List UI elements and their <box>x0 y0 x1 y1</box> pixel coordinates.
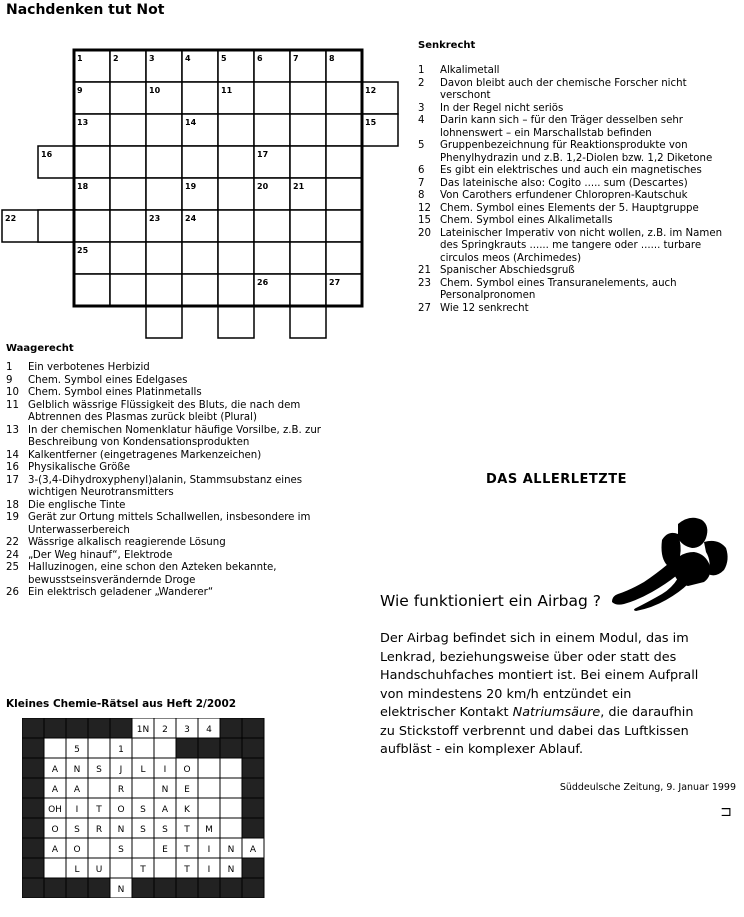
previous-grid-cell <box>44 878 66 898</box>
crossword-cell <box>146 242 182 274</box>
previous-grid-letter: O <box>73 845 81 855</box>
page-title: Nachdenken tut Not <box>6 2 165 18</box>
previous-grid-cell <box>176 738 198 758</box>
previous-grid-letter: N <box>161 785 169 795</box>
previous-grid-cell <box>198 798 220 818</box>
senkrecht-clue <box>418 78 736 103</box>
previous-grid-letter: M <box>205 825 213 835</box>
clue-number: 23 <box>418 277 431 289</box>
previous-grid-letter: A <box>51 765 59 775</box>
previous-grid-letter: L <box>74 865 80 875</box>
clue-text: Alkalimetall <box>440 65 500 76</box>
previous-grid-cell <box>242 718 264 738</box>
previous-grid-cell <box>132 838 154 858</box>
clue-text: Spanischer Abschiedsgruß <box>440 265 575 276</box>
crossword-cell <box>74 210 110 242</box>
crossword-cell <box>290 242 326 274</box>
crossword-number: 5 <box>221 54 227 63</box>
crossword-cell <box>182 82 218 114</box>
previous-grid-letter: N <box>117 885 125 895</box>
crossword-cell <box>290 114 326 146</box>
crossword-number: 18 <box>77 182 89 191</box>
previous-grid-cell <box>242 818 264 838</box>
previous-grid-letter: 1N <box>136 725 150 735</box>
crossword-number: 1 <box>77 54 83 63</box>
previous-grid-cell <box>198 758 220 778</box>
crossword-number: 19 <box>185 182 197 191</box>
waagerecht-clue <box>6 462 351 475</box>
clue-text: Lateinischer Imperativ von nicht wollen, z.B. im Namen des Springkrauts ...... me tangere oder ...... turbare circulos meos (Archimedes) <box>440 227 723 264</box>
previous-grid-cell <box>88 718 110 738</box>
previous-grid-cell <box>242 738 264 758</box>
crossword-cell <box>38 210 74 242</box>
previous-grid-cell <box>22 778 44 798</box>
crossword-cell <box>146 178 182 210</box>
senkrecht-clue <box>418 278 736 303</box>
airbag-question: Wie funktioniert ein Airbag ? <box>380 592 601 610</box>
clue-number: 8 <box>418 190 425 201</box>
senkrecht-clue <box>418 115 736 140</box>
senkrecht-clue <box>418 140 736 165</box>
previous-grid-cell <box>198 878 220 898</box>
previous-grid-letter: T <box>140 865 146 875</box>
previous-grid-cell <box>110 718 132 738</box>
crossword-number: 10 <box>149 86 161 95</box>
previous-grid-letter: S <box>118 845 124 855</box>
previous-grid-letter: S <box>162 825 168 835</box>
waagerecht-clue-list <box>6 362 351 600</box>
previous-grid-letter: 2 <box>162 725 168 735</box>
senkrecht-heading: Senkrecht <box>418 40 476 51</box>
crossword-cell <box>110 146 146 178</box>
clue-text: 3-(3,4-Dihydroxyphenyl)alanin, Stammsubstanz eines wichtigen Neurotransmitters <box>28 474 303 498</box>
clue-text: Ein elektrisch geladener „Wanderer“ <box>28 587 214 598</box>
crossword-cell <box>326 210 362 242</box>
previous-grid-cell <box>88 878 110 898</box>
crossword-number: 21 <box>293 182 305 191</box>
clue-number: 21 <box>418 265 431 276</box>
previous-grid-letter: N <box>73 765 81 775</box>
crossword-cell <box>182 146 218 178</box>
previous-grid-letter: O <box>183 765 191 775</box>
clue-number: 25 <box>6 562 19 573</box>
previous-grid-letter: A <box>51 785 59 795</box>
crossword-cell <box>290 82 326 114</box>
senkrecht-clue <box>418 303 736 316</box>
crossword-grid <box>0 44 400 340</box>
crossword-cell <box>110 178 146 210</box>
previous-grid-cell <box>22 818 44 838</box>
previous-grid-letter: A <box>249 845 257 855</box>
senkrecht-section <box>418 40 736 315</box>
crossword-cell <box>218 114 254 146</box>
previous-grid-cell <box>132 878 154 898</box>
crossword-cell <box>146 274 182 306</box>
previous-grid-letter: L <box>140 765 146 775</box>
crossword-cell <box>110 242 146 274</box>
crossword-number: 2 <box>113 54 119 63</box>
clue-number: 20 <box>418 227 431 239</box>
previous-grid-letter: OH <box>48 805 62 815</box>
crossword-cell <box>218 274 254 306</box>
previous-grid-letter: 1 <box>118 745 124 755</box>
previous-grid-letter: I <box>207 865 211 875</box>
crossword-number: 20 <box>257 182 269 191</box>
crossword-cell <box>254 114 290 146</box>
senkrecht-clue <box>418 203 736 216</box>
waagerecht-clue <box>6 425 351 450</box>
airbag-body <box>380 630 710 760</box>
clue-text: Darin kann sich – für den Träger desselben sehr lohnenswert – ein Marschallstab befinden <box>440 115 683 139</box>
clue-number: 27 <box>418 302 431 314</box>
crossword-number: 3 <box>149 54 155 63</box>
airbag-heading: DAS ALLERLETZTE <box>486 472 627 487</box>
clue-number: 22 <box>6 537 19 548</box>
crossword-number: 12 <box>365 86 377 95</box>
previous-grid-letter: O <box>117 805 125 815</box>
clue-text: Chem. Symbol eines Platinmetalls <box>28 387 202 398</box>
senkrecht-clue <box>418 178 736 191</box>
clue-number: 26 <box>6 587 19 598</box>
clue-number: 3 <box>418 102 425 114</box>
clue-text: Wässrige alkalisch reagierende Lösung <box>28 537 226 548</box>
previous-grid-cell <box>242 798 264 818</box>
clue-text: Von Carothers erfundener Chloropren-Kautschuk <box>440 190 688 201</box>
crossword-number: 22 <box>5 214 17 223</box>
clue-text: „Der Weg hinauf“, Elektrode <box>28 549 173 561</box>
crossword-number: 17 <box>257 150 269 159</box>
crossword-cell <box>290 274 326 306</box>
clue-number: 16 <box>6 462 19 473</box>
clue-number: 15 <box>418 215 431 226</box>
waagerecht-clue <box>6 550 351 563</box>
clue-text: Chem. Symbol eines Transuranelements, auch Personalpronomen <box>440 277 677 301</box>
previous-grid-letter: R <box>95 825 103 835</box>
crossword-cell <box>146 114 182 146</box>
crossword-cell <box>146 306 182 338</box>
crossword-number: 9 <box>77 86 83 95</box>
crossword-number: 14 <box>185 118 197 127</box>
clue-text: Chem. Symbol eines Alkalimetalls <box>440 215 613 226</box>
previous-grid-letter: N <box>227 865 235 875</box>
waagerecht-clue <box>6 587 351 600</box>
clue-number: 10 <box>6 387 19 398</box>
crossword-number: 6 <box>257 54 263 63</box>
previous-grid-cell <box>220 778 242 798</box>
senkrecht-clue <box>418 215 736 228</box>
crossword-cell <box>290 210 326 242</box>
previous-grid-letter: T <box>96 805 102 815</box>
previous-grid-letter: T <box>184 825 190 835</box>
person-silhouette-icon <box>608 512 734 612</box>
airbag-source: Süddeulsche Zeitung, 9. Januar 1999 <box>559 782 736 793</box>
clue-number: 2 <box>418 77 425 89</box>
previous-grid-letter: A <box>51 845 59 855</box>
previous-grid-cell <box>22 858 44 878</box>
waagerecht-section <box>6 343 351 600</box>
crossword-svg <box>0 44 400 340</box>
senkrecht-clue <box>418 65 736 78</box>
previous-grid-letter: K <box>184 805 190 815</box>
previous-grid-letter: R <box>117 785 125 795</box>
crossword-number: 26 <box>257 278 269 287</box>
waagerecht-heading: Waagerecht <box>6 343 74 354</box>
previous-grid-letter: S <box>140 805 146 815</box>
clue-text: Davon bleibt auch der chemische Forscher nicht verschont <box>440 77 687 101</box>
clue-number: 6 <box>418 165 425 176</box>
previous-grid-cell <box>198 738 220 758</box>
waagerecht-clue <box>6 387 351 400</box>
clue-text: Chem. Symbol eines Edelgases <box>28 374 188 386</box>
clue-text: In der chemischen Nomenklatur häufige Vorsilbe, z.B. zur Beschreibung von Kondensationsprodukten <box>28 424 321 448</box>
crossword-cell <box>218 146 254 178</box>
previous-grid-cell <box>154 738 176 758</box>
previous-grid-letter: T <box>184 865 190 875</box>
clue-number: 9 <box>6 374 13 386</box>
waagerecht-clue <box>6 450 351 463</box>
previous-grid-cell <box>154 858 176 878</box>
crossword-cell <box>74 274 110 306</box>
clue-text: Ein verbotenes Herbizid <box>28 362 150 373</box>
senkrecht-clue-list <box>418 65 736 315</box>
previous-grid-letter: 4 <box>206 725 212 735</box>
crossword-number: 15 <box>365 118 377 127</box>
previous-grid-cell <box>22 718 44 738</box>
senkrecht-clue <box>418 228 736 266</box>
waagerecht-clue <box>6 475 351 500</box>
previous-grid-cell <box>22 798 44 818</box>
previous-grid-cell <box>242 758 264 778</box>
crossword-number: 11 <box>221 86 233 95</box>
crossword-number: 7 <box>293 54 299 63</box>
waagerecht-clue <box>6 537 351 550</box>
crossword-number: 8 <box>329 54 335 63</box>
previous-grid-letter: E <box>184 785 190 795</box>
previous-grid-letter: 3 <box>184 725 190 735</box>
crossword-cell <box>218 306 254 338</box>
waagerecht-clue <box>6 362 351 375</box>
crossword-cell <box>146 146 182 178</box>
previous-grid-letter: I <box>163 765 167 775</box>
airbag-body-italic: Natriumsäure <box>512 705 601 720</box>
previous-grid-cell <box>22 878 44 898</box>
crossword-number: 16 <box>41 150 53 159</box>
crossword-cell <box>254 210 290 242</box>
clue-text: Gerät zur Ortung mittels Schallwellen, insbesondere im Unterwasserbereich <box>28 512 311 536</box>
crossword-cell <box>290 146 326 178</box>
crossword-cell <box>254 82 290 114</box>
crossword-number: 25 <box>77 246 89 255</box>
waagerecht-clue <box>6 500 351 513</box>
clue-number: 1 <box>418 65 425 76</box>
waagerecht-clue <box>6 375 351 388</box>
clue-number: 24 <box>6 549 19 561</box>
clue-text: Gelblich wässrige Flüssigkeit des Bluts, die nach dem Abtrennen des Plasmas zurück bleibt (Plural) <box>28 399 301 423</box>
previous-grid-cell <box>44 858 66 878</box>
clue-number: 5 <box>418 140 425 151</box>
crossword-cell <box>182 274 218 306</box>
clue-number: 14 <box>6 449 19 461</box>
crossword-cell <box>254 242 290 274</box>
previous-grid-cell <box>198 778 220 798</box>
previous-grid-cell <box>220 798 242 818</box>
crossword-cell <box>218 178 254 210</box>
previous-grid-cell <box>220 738 242 758</box>
previous-grid-cell <box>220 758 242 778</box>
waagerecht-clue <box>6 512 351 537</box>
crossword-cell <box>110 114 146 146</box>
airbag-body-part1: Der Airbag befindet sich in einem Modul, das im Lenkrad, beziehungsweise über oder statt des Handschuhfaches montiert ist. Bei einem Aufprall von mindestens 20 km/h entzündet ein elektrischer Kontakt <box>380 631 699 720</box>
airbag-body-part2: , die daraufhin zu Stickstoff verbrennt und dabei das Luftkissen aufbläst - ein komplexer Ablauf. <box>380 705 694 757</box>
clue-number: 13 <box>6 424 19 436</box>
waagerecht-clue <box>6 400 351 425</box>
clue-text: Kalkentferner (eingetragenes Markenzeichen) <box>28 449 262 461</box>
clue-number: 4 <box>418 115 425 126</box>
previous-grid-letter: T <box>184 845 190 855</box>
clue-number: 12 <box>418 202 431 214</box>
clue-number: 1 <box>6 362 13 373</box>
previous-grid-letter: O <box>51 825 59 835</box>
crossword-number: 13 <box>77 118 89 127</box>
clue-text: Das lateinische also: Cogito ..... sum (Descartes) <box>440 177 688 189</box>
previous-grid-letter: A <box>161 805 169 815</box>
previous-grid-cell <box>176 878 198 898</box>
crossword-cell <box>326 146 362 178</box>
previous-grid-letter: N <box>227 845 235 855</box>
previous-grid-letter: 5 <box>74 745 80 755</box>
previous-grid-cell <box>22 838 44 858</box>
previous-grid-letter: E <box>162 845 168 855</box>
crossword-number: 4 <box>185 54 191 63</box>
senkrecht-clue <box>418 190 736 203</box>
crossword-cell <box>290 306 326 338</box>
previous-grid-cell <box>220 718 242 738</box>
crossword-cell <box>218 242 254 274</box>
clue-text: Gruppenbezeichnung für Reaktionsprodukte von Phenylhydrazin und z.B. 1,2-Diolen bzw. 1,2 Diketone <box>440 140 713 164</box>
previous-grid-cell <box>88 738 110 758</box>
previous-grid-letter: J <box>119 765 123 775</box>
previous-grid-letter: S <box>96 765 102 775</box>
clue-number: 7 <box>418 177 425 189</box>
previous-grid-cell <box>88 838 110 858</box>
crossword-number: 27 <box>329 278 341 287</box>
senkrecht-clue <box>418 265 736 278</box>
crossword-cell <box>326 82 362 114</box>
crossword-cell <box>326 178 362 210</box>
previous-grid-letter: A <box>73 785 81 795</box>
crossword-cell <box>74 146 110 178</box>
previous-grid-cell <box>66 718 88 738</box>
previous-grid-letter: I <box>207 845 211 855</box>
crossword-cell <box>182 242 218 274</box>
crossword-cell <box>110 274 146 306</box>
previous-grid-cell <box>132 738 154 758</box>
previous-grid-letter: S <box>74 825 80 835</box>
previous-grid-letter: I <box>75 805 79 815</box>
clue-text: Halluzinogen, eine schon den Azteken bekannte, bewusstseinsverändernde Droge <box>28 562 277 586</box>
previous-grid-cell <box>66 878 88 898</box>
previous-puzzle-title: Kleines Chemie-Rätsel aus Heft 2/2002 <box>6 698 237 710</box>
previous-grid-cell <box>88 778 110 798</box>
crossword-cell <box>110 82 146 114</box>
crossword-cell <box>326 114 362 146</box>
corner-mark: ⊐ <box>720 804 732 820</box>
previous-grid-cell <box>22 758 44 778</box>
previous-grid-cell <box>44 718 66 738</box>
clue-text: Wie 12 senkrecht <box>440 302 529 314</box>
waagerecht-clue <box>6 562 351 587</box>
previous-grid-letter: S <box>140 825 146 835</box>
clue-text: Es gibt ein elektrisches und auch ein magnetisches <box>440 165 702 176</box>
crossword-number: 24 <box>185 214 197 223</box>
crossword-cell <box>326 242 362 274</box>
previous-grid-cell <box>220 818 242 838</box>
clue-number: 18 <box>6 499 19 511</box>
previous-grid-letter: N <box>117 825 125 835</box>
clue-text: In der Regel nicht seriös <box>440 102 564 114</box>
previous-grid-cell <box>44 738 66 758</box>
previous-grid-cell <box>154 878 176 898</box>
previous-grid-cell <box>132 778 154 798</box>
senkrecht-clue <box>418 103 736 116</box>
previous-grid-cell <box>220 878 242 898</box>
clue-text: Chem. Symbol eines Elements der 5. Hauptgruppe <box>440 202 699 214</box>
previous-grid-cell <box>242 858 264 878</box>
previous-grid-cell <box>22 738 44 758</box>
clue-number: 17 <box>6 474 19 486</box>
previous-grid-cell <box>242 778 264 798</box>
clue-number: 11 <box>6 399 19 411</box>
crossword-number: 23 <box>149 214 161 223</box>
clue-text: Die englische Tinte <box>28 499 126 511</box>
previous-grid-cell <box>110 858 132 878</box>
previous-grid-letter: U <box>95 865 103 875</box>
previous-puzzle-svg <box>22 718 284 898</box>
clue-number: 19 <box>6 512 19 523</box>
crossword-cell <box>218 210 254 242</box>
senkrecht-clue <box>418 165 736 178</box>
previous-grid-cell <box>242 878 264 898</box>
previous-puzzle-grid <box>22 718 284 902</box>
crossword-cell <box>110 210 146 242</box>
clue-text: Physikalische Größe <box>28 462 131 473</box>
